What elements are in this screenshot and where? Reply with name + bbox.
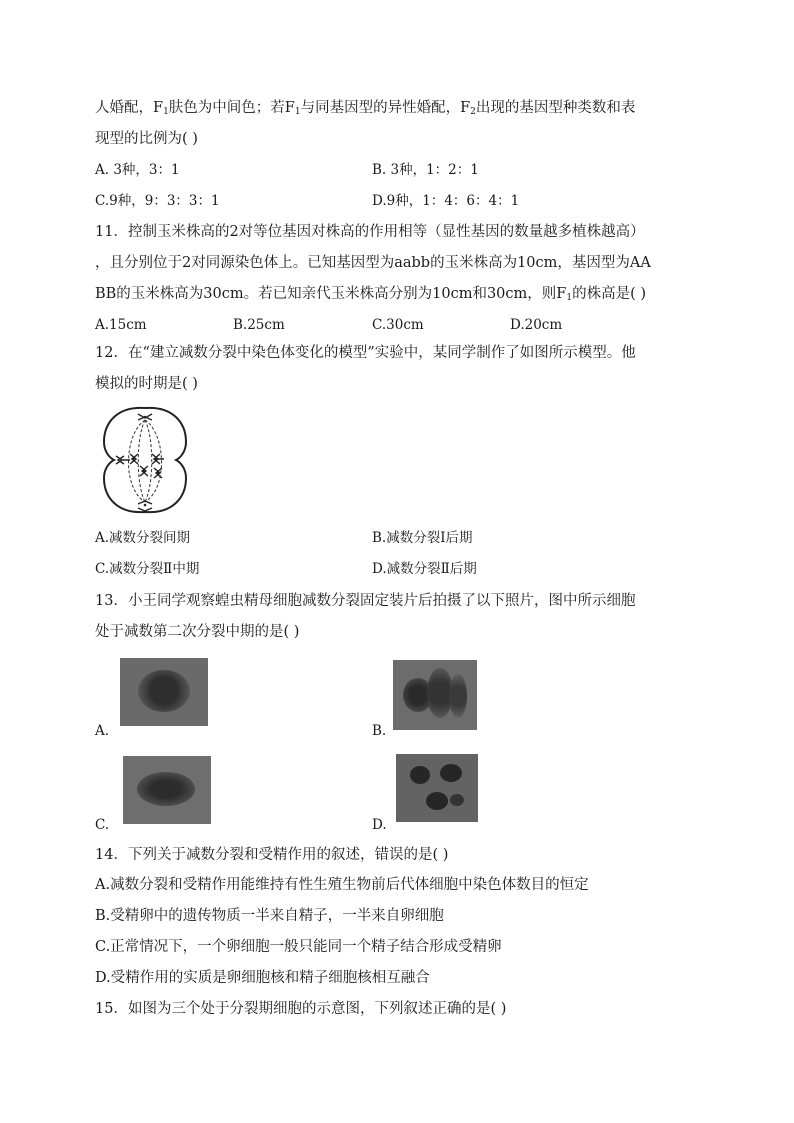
q11-option-b: B.25cm: [233, 317, 285, 333]
q12-option-a: A.减数分裂间期: [95, 530, 191, 546]
q14-option-d: D.受精作用的实质是卵细胞核和精子细胞核相互融合: [95, 970, 430, 986]
q10-option-b: B. 3种，1：2：1: [372, 162, 479, 178]
q14-option-a: A.减数分裂和受精作用能维持有性生殖生物前后代体细胞中染色体数目的恒定: [95, 877, 589, 893]
q11-line2: ，且分别位于2对同源染色体上。已知基因型为aabb的玉米株高为10cm，基因型为AA: [95, 255, 651, 271]
q12-option-c: C.减数分裂Ⅱ中期: [95, 561, 200, 577]
q10-option-a: A. 3种，3：1: [95, 162, 180, 178]
q10-option-d: D.9种，1：4：6：4：1: [372, 193, 520, 209]
cell-photo-d: [396, 754, 478, 822]
q11-line3: BB的玉米株高为30cm。若已知亲代玉米株高分别为10cm和30cm，则$F_1$的株高是( ): [95, 286, 647, 303]
q14-line1: 14．下列关于减数分裂和受精作用的叙述，错误的是( ): [95, 847, 449, 863]
q13-label-c: C.: [95, 817, 110, 833]
q10-option-c: C.9种，9：3：3：1: [95, 193, 220, 209]
q11-option-a: A.15cm: [95, 317, 147, 333]
q13-label-a: A.: [95, 723, 110, 739]
meiosis-model-figure: [100, 404, 190, 516]
q13-label-d: D.: [372, 817, 387, 833]
cell-photo-b: [393, 660, 477, 730]
q10-line1: 人婚配，$F_1$肤色为中间色；若$F_1$与同基因型的异性婚配，$F_2$出现的基因型种类数和表: [95, 100, 636, 117]
cell-photo-a: [120, 658, 208, 726]
q11-option-d: D.20cm: [510, 317, 563, 333]
q14-option-b: B.受精卵中的遗传物质一半来自精子，一半来自卵细胞: [95, 908, 444, 924]
q15-line1: 15．如图为三个处于分裂期细胞的示意图，下列叙述正确的是( ): [95, 1001, 507, 1017]
q11-line1: 11．控制玉米株高的2对等位基因对株高的作用相等（显性基因的数量越多植株越高）: [95, 224, 645, 240]
q12-line1: 12．在“建立减数分裂中染色体变化的模型”实验中，某同学制作了如图所示模型。他: [95, 345, 636, 361]
q13-line2: 处于减数第二次分裂中期的是( ): [95, 624, 300, 640]
q11-option-c: C.30cm: [372, 317, 424, 333]
q14-option-c: C.正常情况下，一个卵细胞一般只能同一个精子结合形成受精卵: [95, 939, 502, 955]
q12-option-b: B.减数分裂Ⅰ后期: [372, 530, 473, 546]
q10-line2: 现型的比例为( ): [95, 131, 198, 147]
q13-label-b: B.: [372, 723, 387, 739]
cell-photo-c: [123, 756, 211, 824]
q12-line2: 模拟的时期是( ): [95, 376, 198, 392]
q12-option-d: D.减数分裂Ⅱ后期: [372, 561, 477, 577]
q13-line1: 13．小王同学观察蝗虫精母细胞减数分裂固定装片后拍摄了以下照片，图中所示细胞: [95, 593, 636, 609]
